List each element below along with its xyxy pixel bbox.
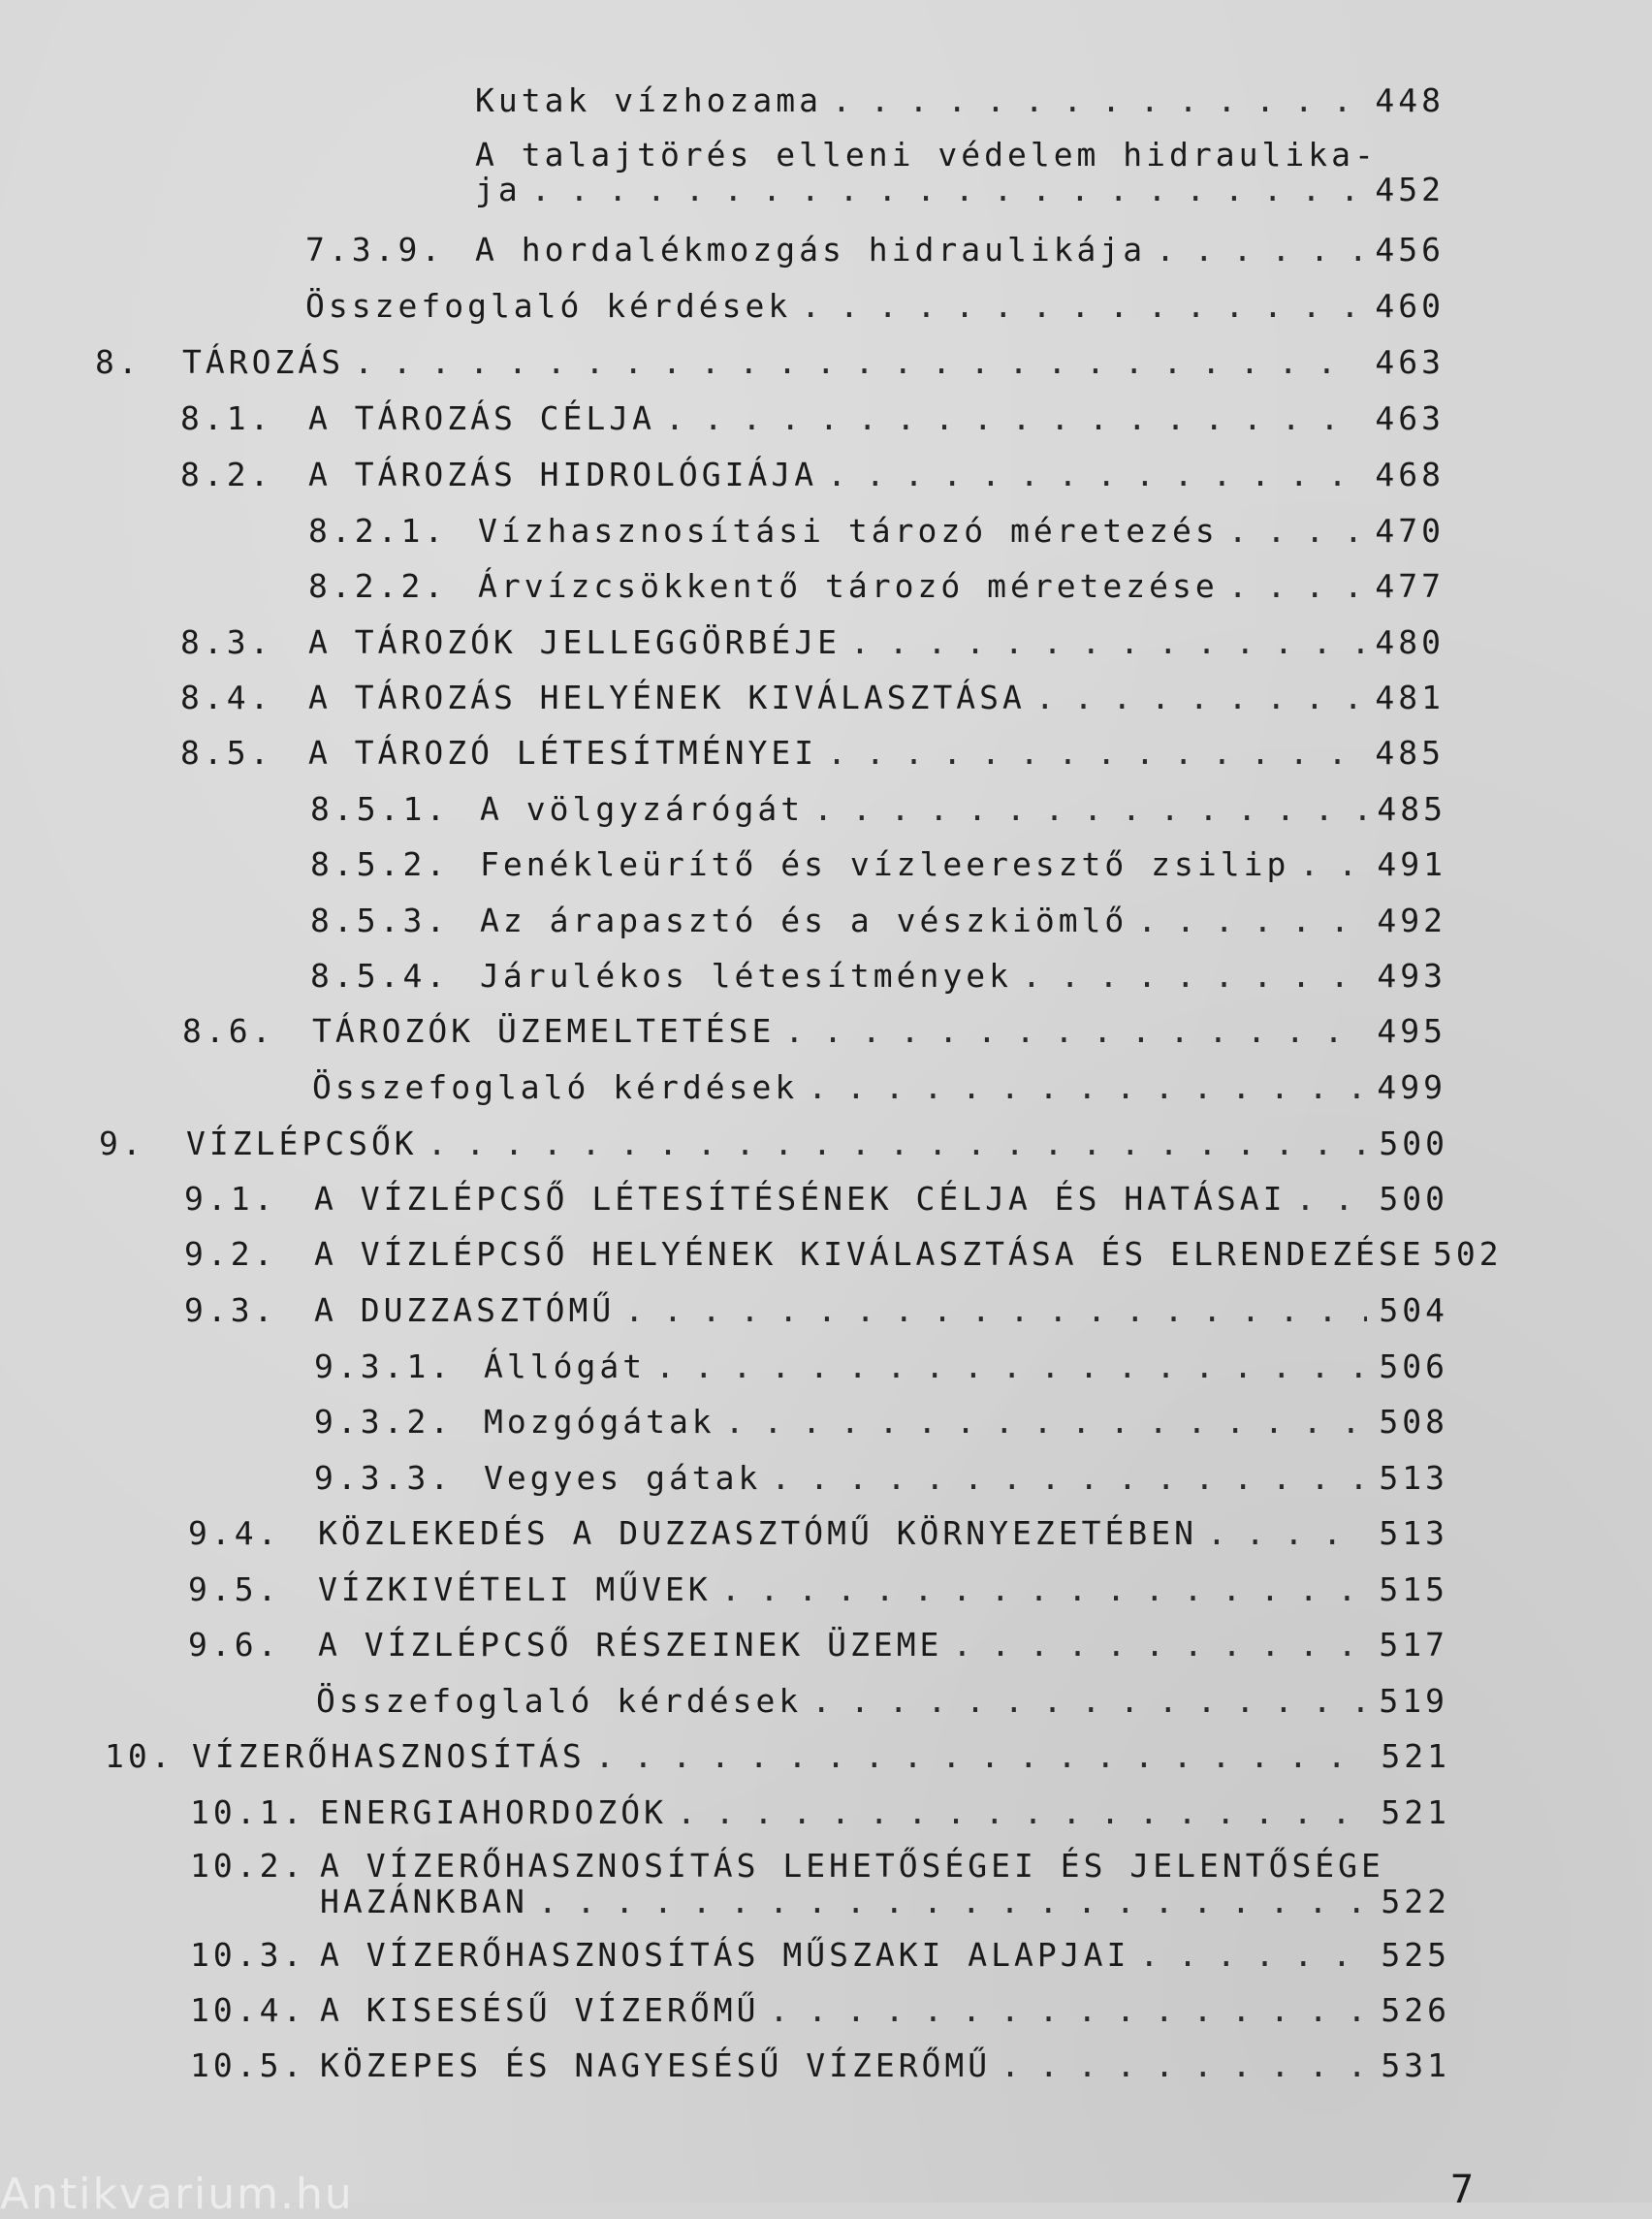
toc-entry-page: 452: [1375, 171, 1445, 208]
toc-leader-dots: [952, 1626, 1367, 1664]
toc-entry-number: 7.3.9.: [305, 231, 445, 269]
toc-entry-page: 504: [1379, 1291, 1448, 1329]
toc-entry: [314, 1347, 1448, 1386]
toc-entry-title-line1: A talajtörés elleni védelem hidraulika-: [475, 136, 1378, 174]
toc-entry-title: Vízhasznosítási tározó méretezés: [478, 512, 1219, 550]
toc-entry: [190, 1991, 1450, 2030]
toc-leader-dots: [1137, 902, 1365, 940]
toc-entry-title: ENERGIAHORDOZÓK: [320, 1793, 668, 1831]
toc-entry-title: A VÍZLÉPCSŐ LÉTESÍTÉSÉNEK CÉLJA ÉS HATÁSAI: [314, 1180, 1287, 1218]
toc-entry-number: 8.5.1.: [310, 790, 450, 828]
toc-leader-dots: [1001, 2046, 1369, 2085]
toc-leader-dots: [655, 1347, 1367, 1386]
toc-entry-number: 8.5.: [180, 734, 273, 772]
toc-entry-number: 9.3.: [184, 1291, 277, 1329]
toc-entry-page: 492: [1377, 902, 1446, 939]
toc-entry-title-line1: A VÍZERŐHASZNOSÍTÁS LEHETŐSÉGEI ÉS JELENTŐSÉGE: [320, 1847, 1384, 1885]
toc-entry-title: Járulékos létesítmények: [480, 957, 1012, 995]
toc-entry-title: KÖZLEKEDÉS A DUZZASZTÓMŰ KÖRNYEZETÉBEN: [318, 1514, 1197, 1552]
toc-entry-title: A TÁROZÁS HIDROLÓGIÁJA: [308, 456, 818, 493]
toc-leader-dots: [801, 287, 1363, 326]
toc-entry-number: 8.5.3.: [310, 902, 450, 939]
toc-entry: [310, 957, 1446, 996]
toc-leader-dots: [811, 1682, 1367, 1721]
toc-entry-title: A VÍZLÉPCSŐ HELYÉNEK KIVÁLASZTÁSA ÉS ELRENDEZÉSE: [314, 1235, 1425, 1273]
toc-leader-dots: [771, 1459, 1367, 1498]
toc-entry: [190, 1936, 1450, 1975]
toc-entry-number: 9.3.2.: [314, 1403, 454, 1441]
toc-entry-page: 522: [1381, 1883, 1450, 1920]
toc-entry-title-line2: ja: [475, 171, 522, 208]
toc-entry-title: A TÁROZÓ LÉTESÍTMÉNYEI: [308, 734, 818, 772]
toc-entry-number: 8.: [95, 343, 142, 381]
toc-entry-title: Kutak vízhozama: [475, 81, 823, 119]
toc-entry-number: 9.2.: [184, 1235, 277, 1273]
toc-entry-title: A TÁROZÁS CÉLJA: [308, 399, 656, 437]
toc-entry-title: Árvízcsökkentő tározó méretezése: [478, 567, 1219, 605]
page-mark: 7: [1450, 2168, 1478, 2212]
toc-entry-title: Mozgógátak: [484, 1403, 715, 1441]
toc-leader-dots: [677, 1793, 1369, 1832]
toc-entry: [188, 1514, 1448, 1553]
toc-entry-title: Vegyes gátak: [484, 1459, 762, 1497]
toc-entry-title: KÖZEPES ÉS NAGYESÉSŰ VÍZERŐMŰ: [320, 2046, 992, 2084]
toc-entry-page: 526: [1381, 1991, 1450, 2029]
toc-entry: [308, 512, 1445, 551]
toc-leader-dots: [725, 1403, 1367, 1442]
toc-leader-dots: [832, 81, 1363, 120]
toc-entry-title: A völgyzárógát: [480, 790, 805, 828]
toc-entry-number: 9.5.: [188, 1570, 281, 1608]
toc-leader-dots: [1228, 567, 1363, 606]
toc-leader-dots: [1228, 512, 1363, 551]
toc-entry-number: 9.6.: [188, 1626, 281, 1664]
toc-entry-number: 8.6.: [182, 1012, 275, 1050]
toc-entry-title: A TÁROZÁS HELYÉNEK KIVÁLASZTÁSA: [308, 679, 1026, 716]
toc-entry-title: A DUZZASZTÓMŰ: [314, 1291, 616, 1329]
toc-entry: [312, 1068, 1446, 1107]
watermark-text: Antikvarium.hu: [0, 2170, 354, 2219]
toc-entry: [182, 1012, 1446, 1051]
toc-leader-dots: [813, 790, 1365, 829]
toc-entry-title: TÁROZÓK ÜZEMELTETÉSE: [312, 1012, 776, 1050]
toc-entry: [184, 1180, 1448, 1219]
toc-entry-number: 8.3.: [180, 623, 273, 661]
toc-entry-title: Fenékleürítő és vízleeresztő zsilip: [480, 845, 1290, 883]
toc-entry-page: 491: [1377, 845, 1446, 883]
toc-entry: [310, 790, 1446, 829]
toc-leader-dots: [827, 734, 1363, 773]
toc-entry-title: Az árapasztó és a vészkiömlő: [480, 902, 1128, 939]
toc-entry-page: 495: [1377, 1012, 1446, 1050]
toc-leader-dots: [1035, 679, 1363, 717]
toc-leader-dots: [538, 1883, 1369, 1921]
toc-entry-number: 8.2.: [180, 456, 273, 493]
toc-entry: [190, 2046, 1450, 2085]
toc-entry-title: VÍZLÉPCSŐK: [186, 1125, 418, 1162]
toc-entry-page: 493: [1377, 957, 1446, 995]
toc-entry-number: 8.5.2.: [310, 845, 450, 883]
toc-entry-page: 517: [1379, 1626, 1448, 1664]
toc-entry-page: 499: [1377, 1068, 1446, 1106]
toc-entry-number: 10.1.: [190, 1793, 306, 1831]
toc-entry: [320, 1883, 1450, 1921]
toc-entry-page: 521: [1381, 1737, 1450, 1775]
toc-entry: [475, 81, 1445, 120]
toc-leader-dots: [721, 1570, 1367, 1609]
toc-entry: [180, 679, 1445, 717]
toc-entry-page: 513: [1379, 1514, 1448, 1552]
toc-entry-page: 448: [1375, 81, 1445, 119]
toc-entry-number: 10.2.: [190, 1847, 306, 1885]
toc-entry-title: A VÍZERŐHASZNOSÍTÁS MŰSZAKI ALAPJAI: [320, 1936, 1130, 1974]
toc-entry-page: 463: [1375, 343, 1445, 381]
toc-entry-page: 468: [1375, 456, 1445, 493]
toc-entry-page: 502: [1433, 1235, 1503, 1273]
toc-entry: [310, 845, 1446, 884]
toc-entry-title: A VÍZLÉPCSŐ RÉSZEINEK ÜZEME: [318, 1626, 943, 1664]
toc-entry: [180, 734, 1445, 773]
toc-entry-page: 485: [1375, 734, 1445, 772]
toc-leader-dots: [1022, 957, 1365, 996]
toc-leader-dots: [665, 399, 1363, 438]
toc-entry-page: 460: [1375, 287, 1445, 325]
toc-entry-page: 481: [1375, 679, 1445, 716]
toc-entry-number: 8.1.: [180, 399, 273, 437]
toc-entry-page: 519: [1379, 1682, 1448, 1720]
toc-leader-dots: [428, 1125, 1367, 1163]
toc-entry: [180, 623, 1445, 662]
toc-entry: [314, 1403, 1448, 1442]
toc-entry-number: 10.5.: [190, 2046, 306, 2084]
toc-entry-page: 470: [1375, 512, 1445, 550]
toc-entry-number: 10.: [105, 1737, 175, 1775]
toc-entry: [310, 902, 1446, 940]
toc-entry-number: 9.4.: [188, 1514, 281, 1552]
toc-leader-dots: [1295, 1180, 1367, 1219]
toc-entry-page: 463: [1375, 399, 1445, 437]
toc-entry-number: 9.1.: [184, 1180, 277, 1218]
toc-entry: [99, 1125, 1448, 1163]
toc-entry-page: 515: [1379, 1570, 1448, 1608]
toc-entry-number: 9.3.1.: [314, 1347, 454, 1385]
toc-leader-dots: [827, 456, 1363, 494]
toc-entry-title: Összefoglaló kérdések: [305, 287, 792, 325]
toc-entry-page: 525: [1381, 1936, 1450, 1974]
toc-entry-page: 477: [1375, 567, 1445, 605]
toc-entry: [95, 343, 1445, 382]
toc-entry-title: A hordalékmozgás hidraulikája: [475, 231, 1147, 269]
toc-entry-page: 500: [1379, 1180, 1448, 1218]
toc-entry: [316, 1682, 1448, 1721]
toc-entry: [184, 1291, 1448, 1330]
toc-leader-dots: [808, 1068, 1365, 1107]
toc-entry-page: 456: [1375, 231, 1445, 269]
toc-leader-dots: [1207, 1514, 1367, 1553]
toc-entry-number: 10.3.: [190, 1936, 306, 1974]
toc-entry: [180, 399, 1445, 438]
toc-entry: [184, 1235, 1503, 1274]
toc-entry-page: 500: [1379, 1125, 1448, 1162]
toc-leader-dots: [770, 1991, 1370, 2030]
toc-entry: [475, 171, 1445, 209]
toc-entry: [188, 1570, 1448, 1609]
toc-leader-dots: [1156, 231, 1363, 269]
toc-entry-number: 9.3.3.: [314, 1459, 454, 1497]
toc-entry: [190, 1793, 1450, 1832]
toc-leader-dots: [531, 171, 1363, 209]
toc-leader-dots: [1299, 845, 1365, 884]
toc-entry-number: 9.: [99, 1125, 145, 1162]
toc-entry-title: VÍZKIVÉTELI MŰVEK: [318, 1570, 712, 1608]
toc-entry-page: 513: [1379, 1459, 1448, 1497]
toc-entry-number: 10.4.: [190, 1991, 306, 2029]
toc-leader-dots: [595, 1737, 1369, 1776]
toc-entry-title: TÁROZÁS: [182, 343, 345, 381]
toc-entry-title-line2: HAZÁNKBAN: [320, 1883, 528, 1920]
toc-entry-number: 8.2.2.: [308, 567, 448, 605]
toc-entry-title: A TÁROZÓK JELLEGGÖRBÉJE: [308, 623, 841, 661]
toc-entry-number: 8.2.1.: [308, 512, 448, 550]
toc-entry-title: VÍZERŐHASZNOSÍTÁS: [192, 1737, 586, 1775]
toc-leader-dots: [1139, 1936, 1369, 1975]
toc-entry-number: 8.4.: [180, 679, 273, 716]
toc-entry: [314, 1459, 1448, 1498]
toc-entry: [305, 287, 1445, 326]
toc-entry-page: 485: [1377, 790, 1446, 828]
toc-entry: [180, 456, 1445, 494]
toc-leader-dots: [354, 343, 1363, 382]
toc-entry: [308, 567, 1445, 606]
toc-entry-page: 521: [1381, 1793, 1450, 1831]
toc-leader-dots: [784, 1012, 1365, 1051]
toc-entry: [105, 1737, 1450, 1776]
toc-leader-dots: [850, 623, 1363, 662]
toc-entry-title: Összefoglaló kérdések: [312, 1068, 799, 1106]
toc-entry-page: 531: [1381, 2046, 1450, 2084]
toc-entry-title: Összefoglaló kérdések: [316, 1682, 803, 1720]
toc-entry-title: A KISESÉSŰ VÍZERŐMŰ: [320, 1991, 760, 2029]
toc-entry: [188, 1626, 1448, 1664]
toc-entry-title: Állógát: [484, 1347, 647, 1385]
toc-entry-number: 8.5.4.: [310, 957, 450, 995]
toc-entry-page: 508: [1379, 1403, 1448, 1441]
toc-entry-page: 506: [1379, 1347, 1448, 1385]
toc-leader-dots: [624, 1291, 1367, 1330]
toc-entry: [305, 231, 1445, 269]
toc-entry-page: 480: [1375, 623, 1445, 661]
